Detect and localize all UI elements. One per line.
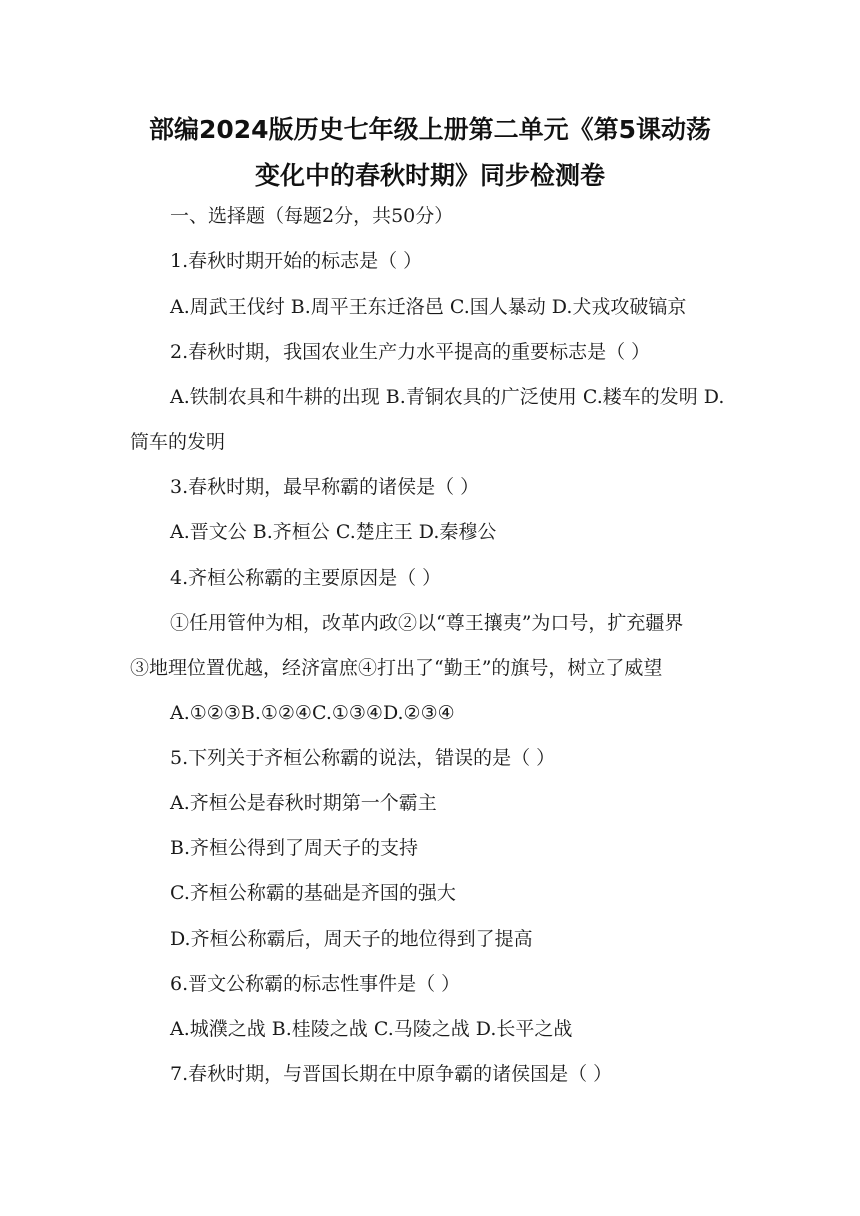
title-line-1: 部编2024版历史七年级上册第二单元《第5课动荡 [149, 115, 711, 144]
title-line-2: 变化中的春秋时期》同步检测卷 [254, 161, 605, 190]
question-4: 4.齐桓公称霸的主要原因是（ ） [170, 567, 442, 589]
question-4-options: A.①②③B.①②④C.①③④D.②③④ [170, 702, 455, 724]
question-4-statement-2: ③地理位置优越，经济富庶④打出了“勤王”的旗号，树立了威望 [130, 657, 663, 679]
question-5-option-c: C.齐桓公称霸的基础是齐国的强大 [170, 882, 456, 904]
question-1: 1.春秋时期开始的标志是（ ） [170, 250, 423, 272]
question-2-options: A.铁制农具和牛耕的出现 B.青铜农具的广泛使用 C.耧车的发明 D. [170, 386, 725, 408]
question-1-options: A.周武王伐纣 B.周平王东迁洛邑 C.国人暴动 D.犬戎攻破镐京 [170, 296, 687, 318]
question-6: 6.晋文公称霸的标志性事件是（ ） [170, 973, 461, 995]
question-2: 2.春秋时期，我国农业生产力水平提高的重要标志是（ ） [170, 341, 651, 363]
question-3: 3.春秋时期，最早称霸的诸侯是（ ） [170, 476, 480, 498]
question-5-option-d: D.齐桓公称霸后，周天子的地位得到了提高 [170, 928, 533, 950]
question-5: 5.下列关于齐桓公称霸的说法，错误的是（ ） [170, 747, 556, 769]
question-6-options: A.城濮之战 B.桂陵之战 C.马陵之战 D.长平之战 [170, 1018, 573, 1040]
question-3-options: A.晋文公 B.齐桓公 C.楚庄王 D.秦穆公 [170, 521, 497, 543]
section-heading: 一、选择题（每题2分，共50分） [170, 205, 454, 227]
question-7: 7.春秋时期，与晋国长期在中原争霸的诸侯国是（ ） [170, 1063, 613, 1085]
question-5-option-b: B.齐桓公得到了周天子的支持 [170, 837, 419, 859]
question-5-option-a: A.齐桓公是春秋时期第一个霸主 [170, 792, 437, 814]
question-2-options-cont: 筒车的发明 [130, 431, 226, 453]
question-4-statement-1: ①任用管仲为相，改革内政②以“尊王攘夷”为口号，扩充疆界 [170, 612, 684, 634]
document-title [120, 107, 740, 199]
